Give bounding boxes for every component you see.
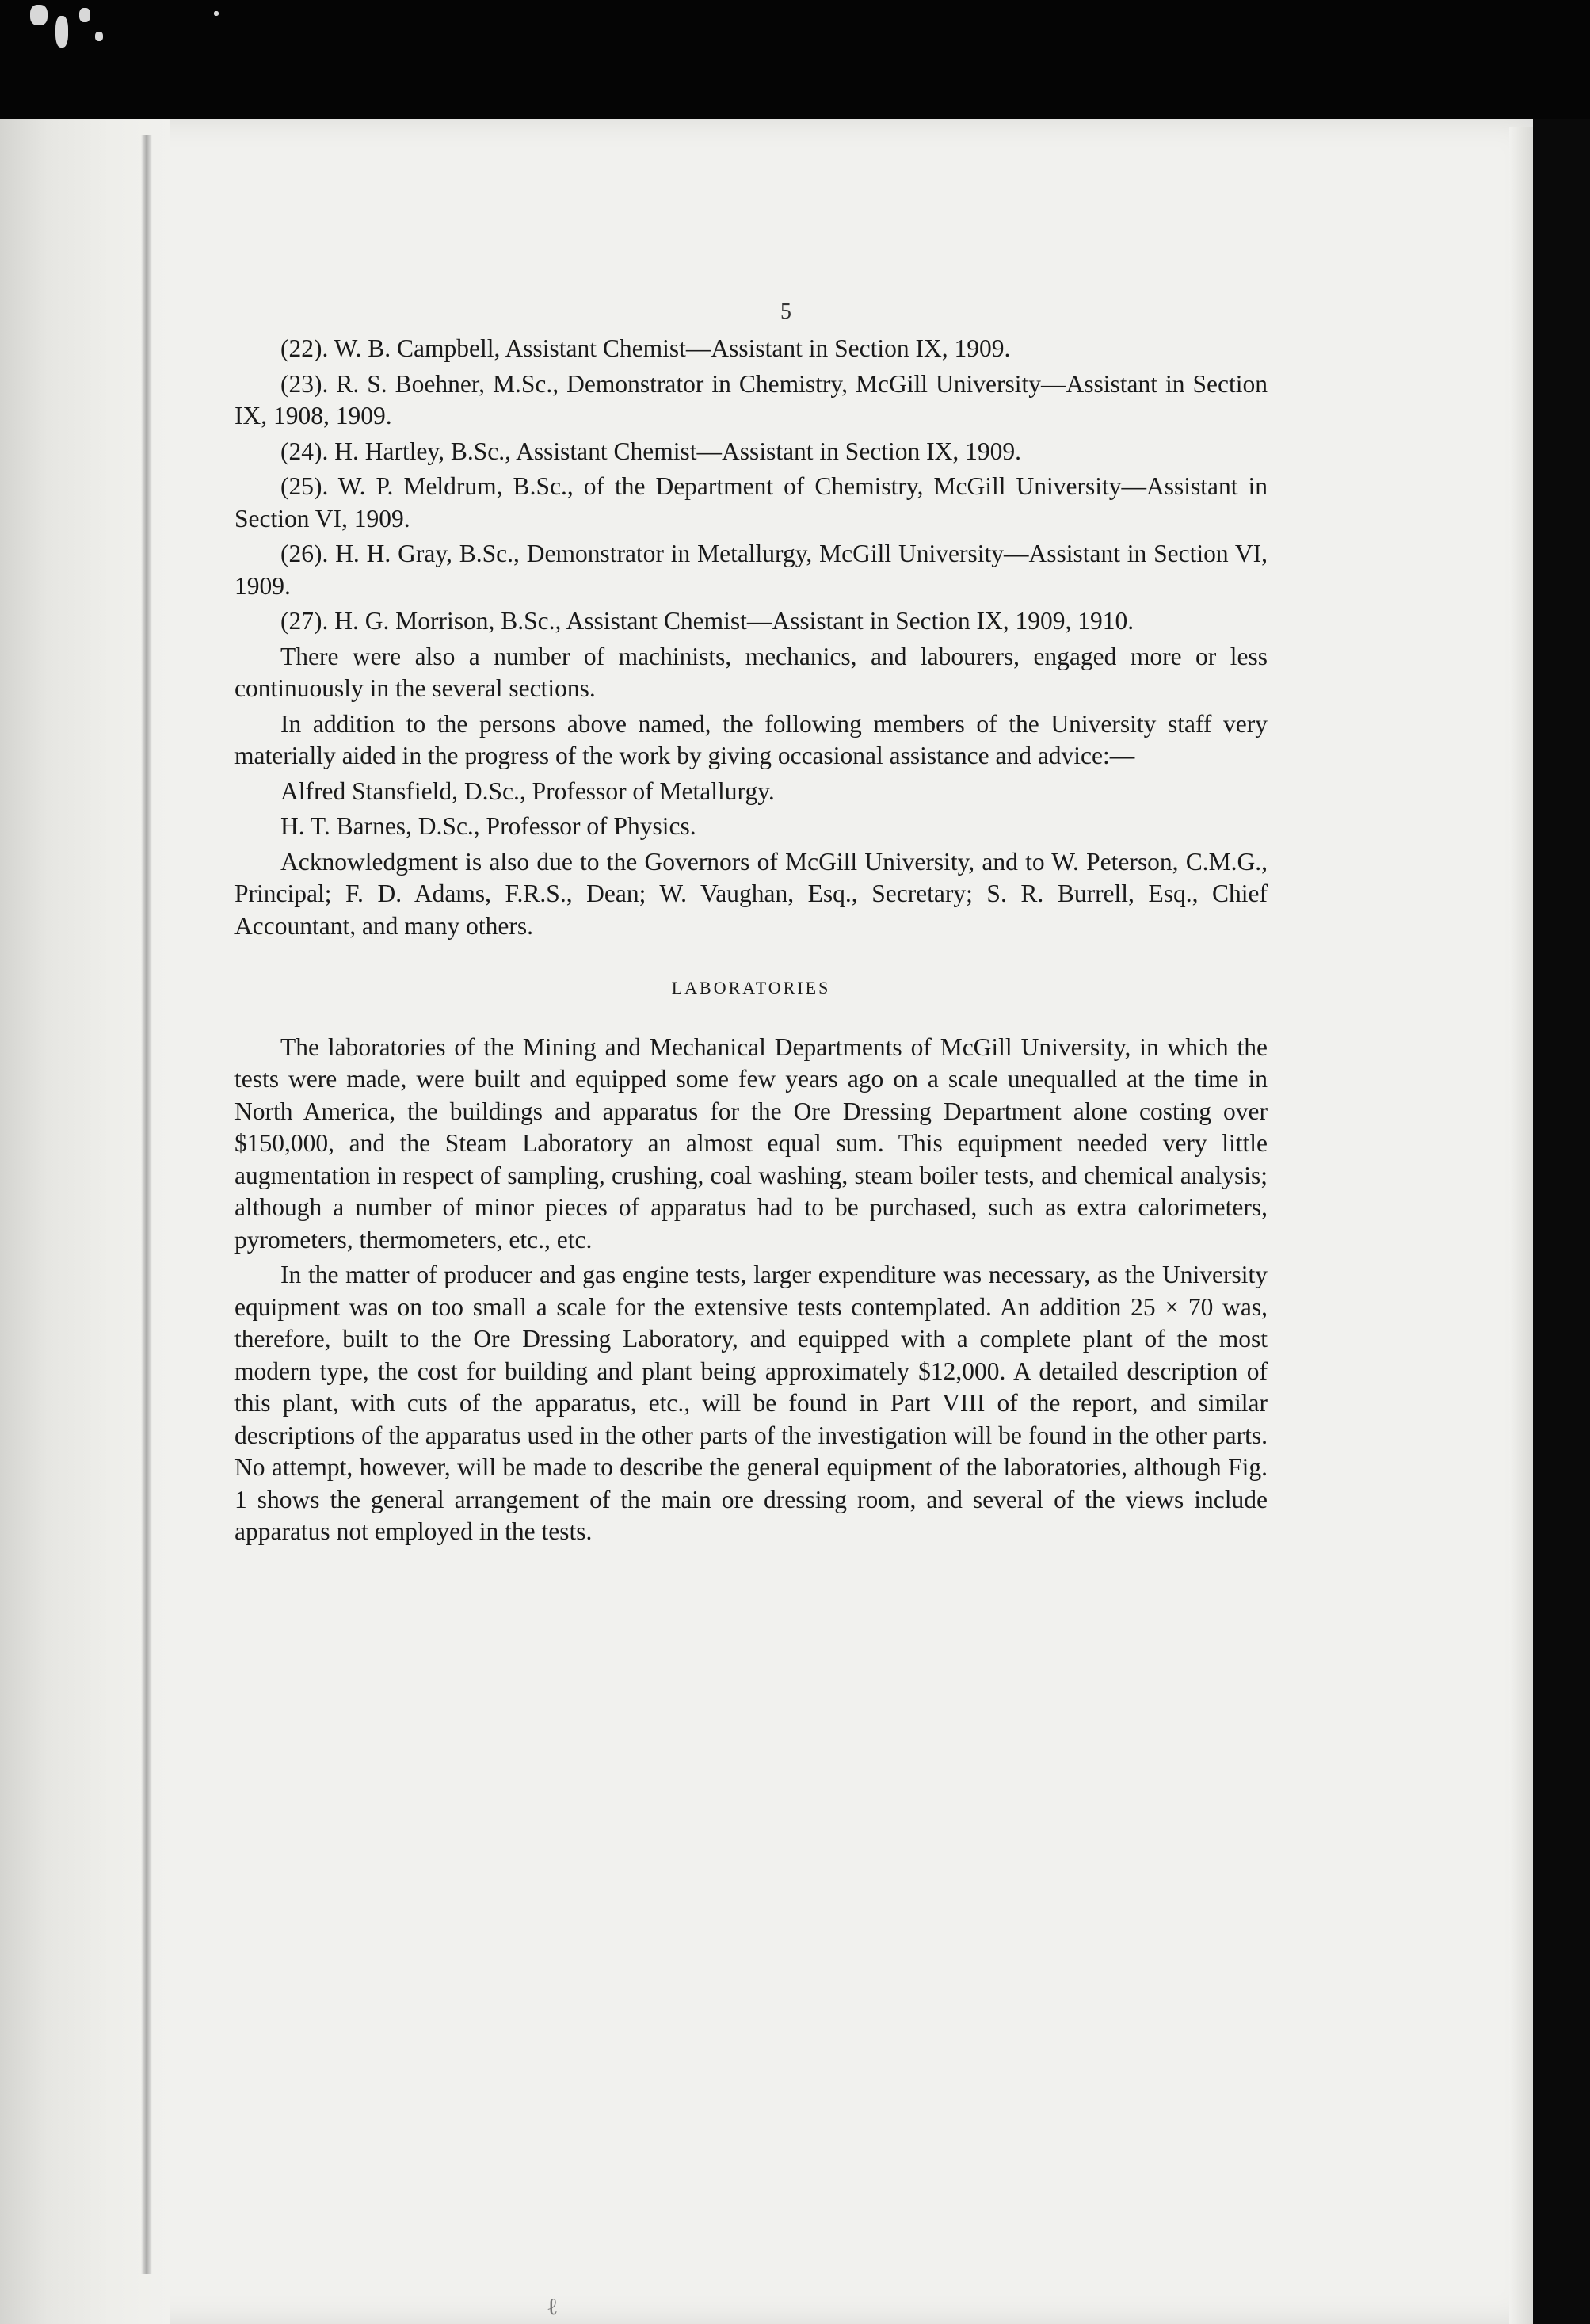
page-right-edge (1509, 127, 1533, 2324)
scan-speck (95, 32, 103, 41)
staff-entry: (25). W. P. Meldrum, B.Sc., of the Department of Chemistry, McGill University—Assistant in Section VI, 1909. (234, 472, 1268, 532)
staff-entry: (22). W. B. Campbell, Assistant Chemist—Assistant in Section IX, 1909. (280, 334, 1011, 362)
staff-entry: (26). H. H. Gray, B.Sc., Demonstrator in Metallurgy, McGill University—Assistant in Section VI, 1909. (234, 540, 1268, 600)
acknowledgment-paragraph: Acknowledgment is also due to the Governors of McGill University, and to W. Peterson, C.M.G., Principal; F. D. Adams, F.R.S., Dean; W. Vaughan, Esq., Secretary; S. R. Burrell, Esq., Chief Accountant, and many others. (234, 847, 1268, 940)
scan-mark: ℓ (547, 2294, 559, 2320)
advisor-entry: H. T. Barnes, D.Sc., Professor of Physics. (280, 812, 696, 840)
scan-speck (55, 16, 68, 48)
laboratories-paragraph: The laboratories of the Mining and Mechanical Departments of McGill University, in which the tests were made, were built and equipped some few years ago on a scale unequalled at the time in North America, the buildings and apparatus for the Ore Dressing Department alone costing over $150,000, and the Steam Laboratory an almost equal sum. This equipment needed very little augmentation in respect of sampling, crushing, coal washing, steam boiler tests, and chemical analysis; although a number of minor pieces of apparatus had to be purchased, such as extra calorimeters, pyrometers, thermometers, etc., etc. (234, 1032, 1268, 1254)
scan-right-border (1533, 119, 1590, 2324)
scan-speck (30, 5, 48, 25)
workers-paragraph: There were also a number of machinists, mechanics, and labourers, engaged more or less continuously in the several sections. (234, 642, 1268, 702)
section-heading: LABORATORIES (671, 978, 831, 998)
staff-entry: (23). R. S. Boehner, M.Sc., Demonstrator in Chemistry, McGill University—Assistant in Section IX, 1908, 1909. (234, 369, 1268, 429)
scan-speck (214, 11, 219, 16)
gutter-shadow (141, 135, 152, 2274)
staff-entry: (24). H. Hartley, B.Sc., Assistant Chemist—Assistant in Section IX, 1909. (280, 437, 1022, 465)
advisor-entry: Alfred Stansfield, D.Sc., Professor of Metallurgy. (280, 777, 775, 805)
scan-top-border (0, 0, 1590, 119)
page-number: 5 (780, 300, 791, 324)
staff-intro-paragraph: In addition to the persons above named, the following members of the University staff very materially aided in the progress of the work by giving occasional assistance and advice:— (234, 709, 1268, 769)
scan-speck (79, 8, 90, 22)
page-text (234, 293, 1268, 1548)
staff-entry: (27). H. G. Morrison, B.Sc., Assistant Chemist—Assistant in Section IX, 1909, 1910. (280, 607, 1134, 635)
laboratories-paragraph: In the matter of producer and gas engine tests, larger expenditure was necessary, as the University equipment was on too small a scale for the extensive tests contemplated. An addition 25 × 70 was, therefore, built to the Ore Dressing Laboratory, and equipped with a complete plant of the most modern type, the cost for building and plant being approximately $12,000. A detailed description of this plant, with cuts of the apparatus, etc., will be found in Part VIII of the report, and similar descriptions of the apparatus used in the other parts of the investigation will be found in the other parts. No attempt, however, will be made to describe the general equipment of the laboratories, although Fig. 1 shows the general arrangement of the main ore dressing room, and several of the views include apparatus not employed in the tests. (234, 1261, 1268, 1545)
